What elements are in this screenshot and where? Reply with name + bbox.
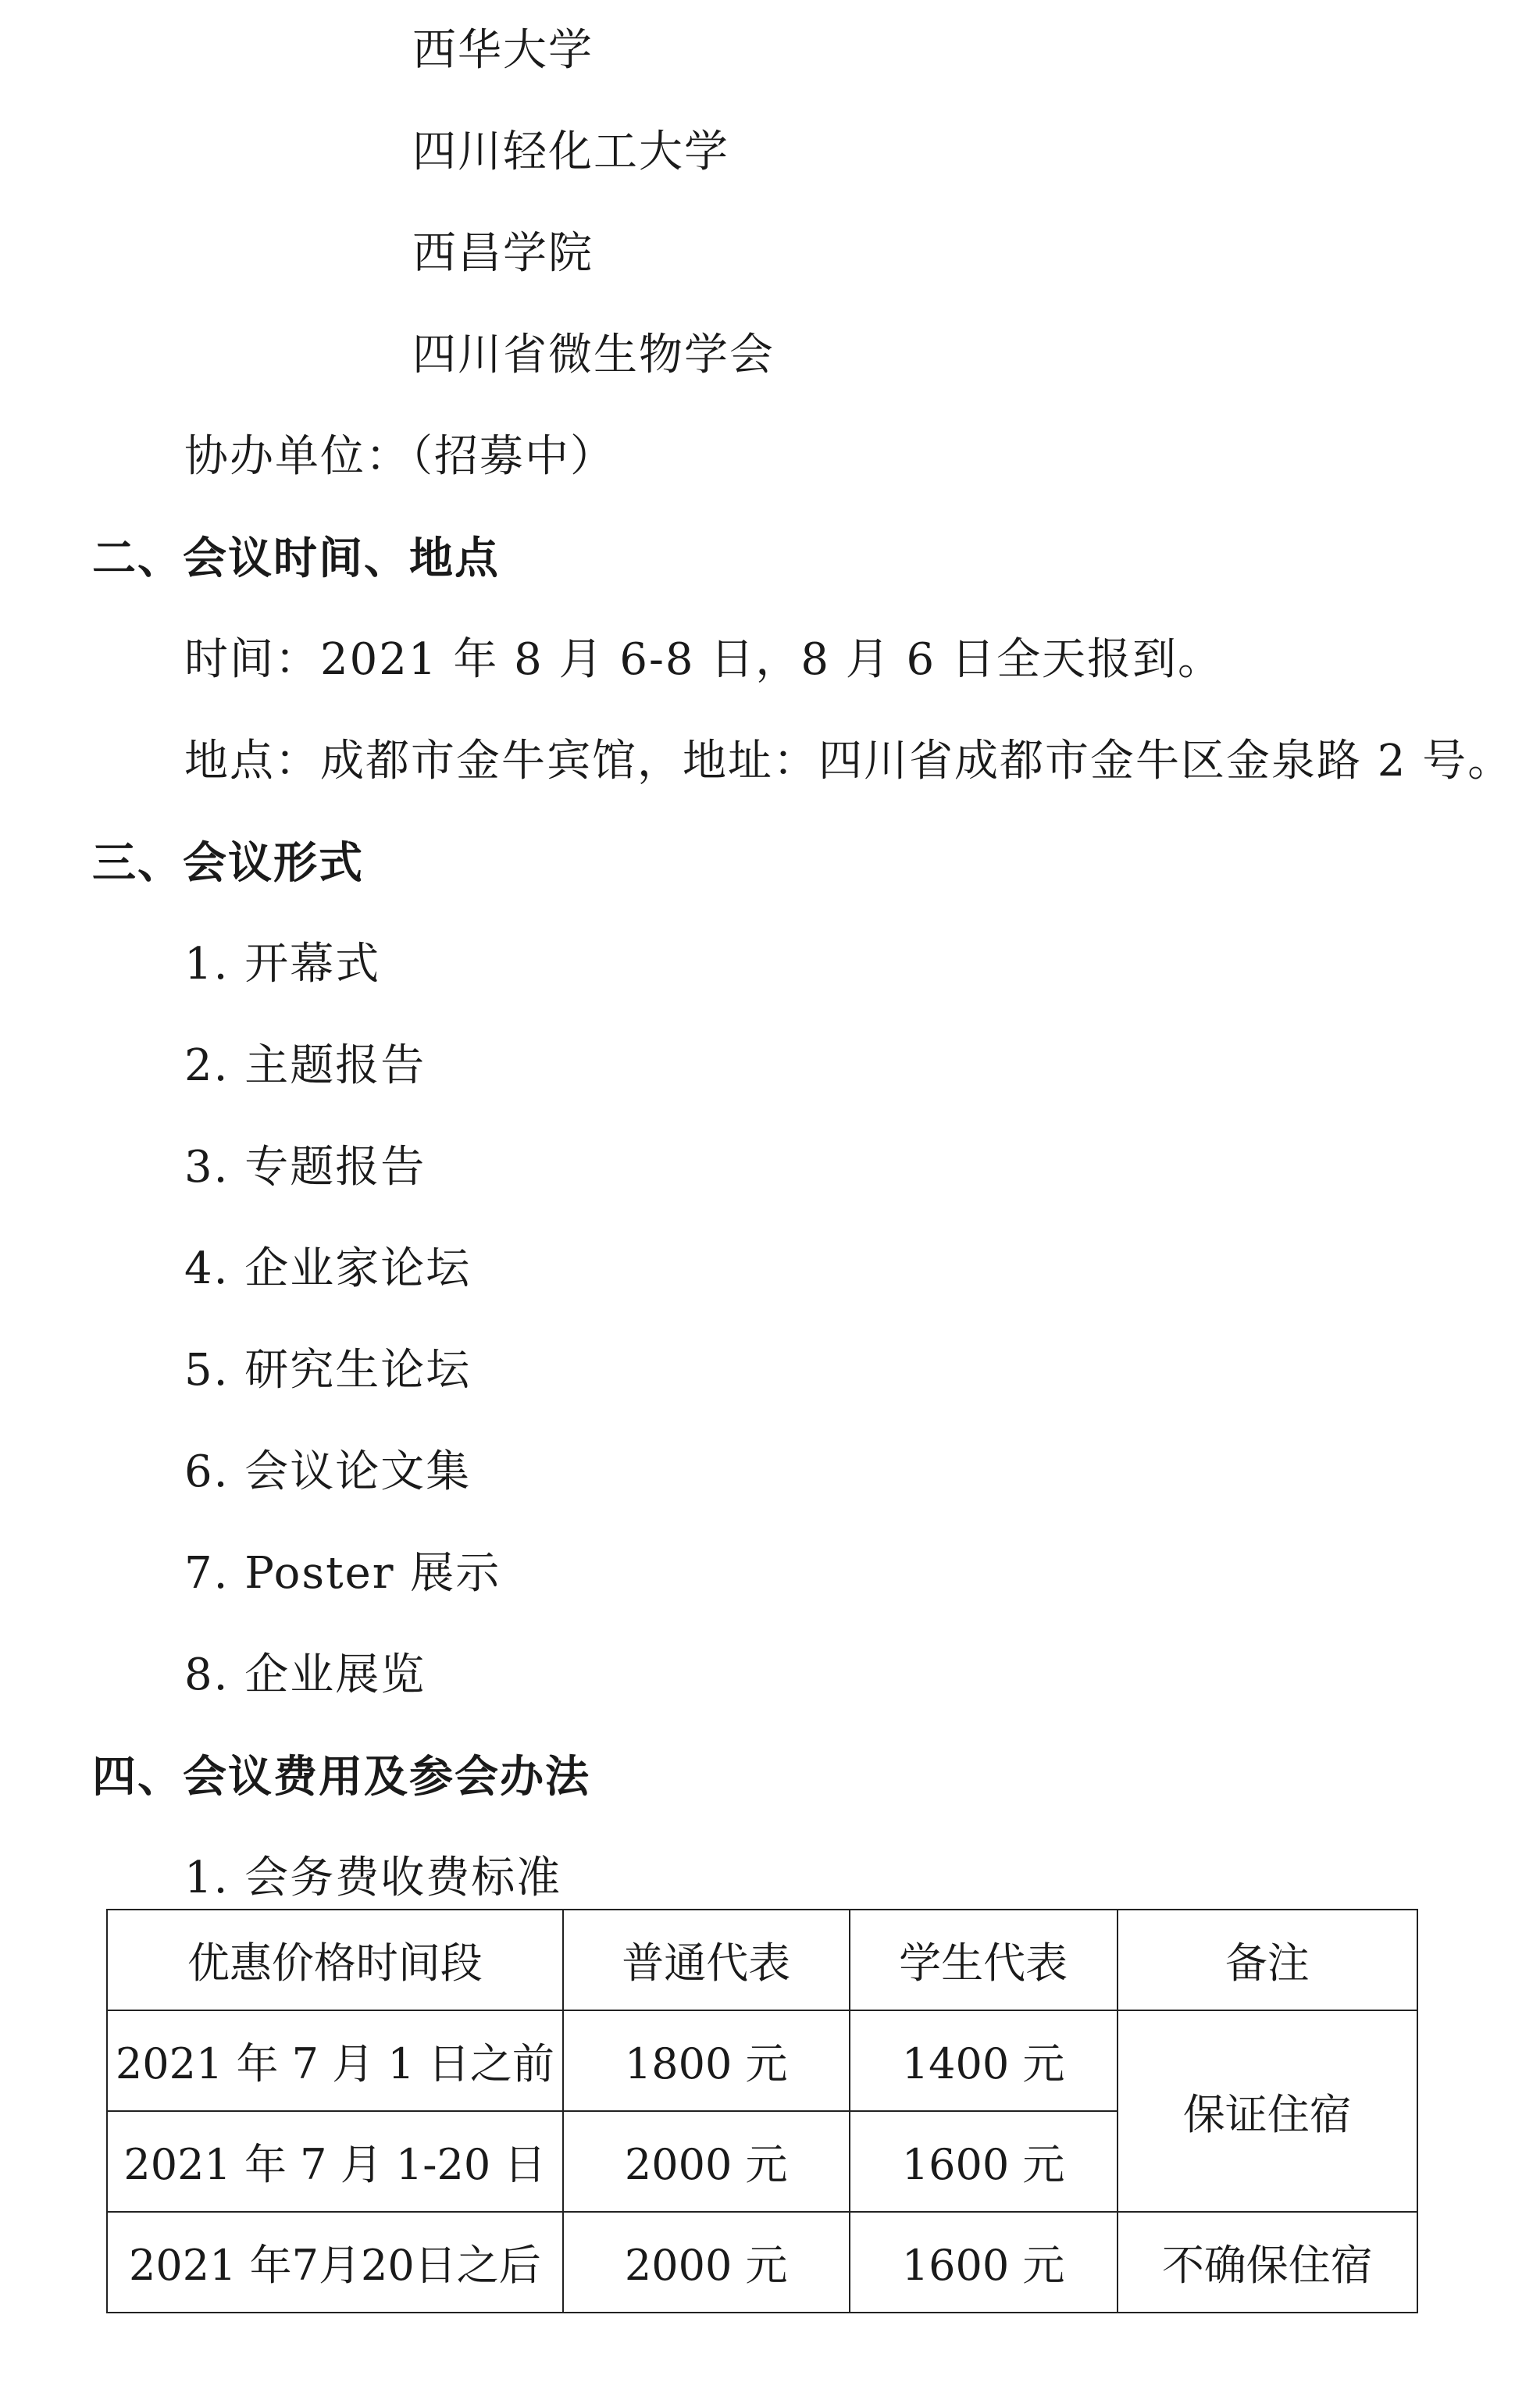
cell-student: 1600 元 — [850, 2212, 1118, 2313]
cell-period: 2021 年 7 月 1 日之前 — [107, 2010, 563, 2111]
section-heading-time-place: 二、会议时间、地点 — [92, 533, 500, 584]
cell-regular: 2000 元 — [563, 2212, 850, 2313]
format-item: 1. 开幕式 — [184, 939, 381, 990]
format-item: 4. 企业家论坛 — [184, 1243, 472, 1294]
cell-student: 1400 元 — [850, 2010, 1118, 2111]
cell-note-not-guaranteed: 不确保住宿 — [1118, 2212, 1417, 2313]
header-student: 学生代表 — [850, 1910, 1118, 2010]
format-item: 2. 主题报告 — [184, 1040, 426, 1091]
format-item: 3. 专题报告 — [184, 1142, 426, 1193]
section-heading-fees: 四、会议费用及参会办法 — [92, 1751, 590, 1803]
table-row — [107, 2212, 1417, 2313]
format-item: 5. 研究生论坛 — [184, 1345, 472, 1396]
section-heading-format: 三、会议形式 — [92, 837, 364, 889]
organizer-item: 四川省微生物学会 — [412, 330, 775, 380]
cell-period: 2021 年 7 月 1-20 日 — [107, 2111, 563, 2212]
meeting-place: 地点：成都市金牛宾馆，地址：四川省成都市金牛区金泉路 2 号。 — [184, 736, 1513, 786]
meeting-time: 时间：2021 年 8 月 6-8 日，8 月 6 日全天报到。 — [184, 634, 1223, 685]
cell-period: 2021 年7月20日之后 — [107, 2212, 563, 2313]
co-organizer: 协办单位：（招募中） — [184, 431, 615, 482]
format-item: 8. 企业展览 — [184, 1650, 426, 1700]
header-regular: 普通代表 — [563, 1910, 850, 2010]
format-item: 7. Poster 展示 — [184, 1548, 501, 1599]
table-row — [107, 2010, 1417, 2111]
header-note: 备注 — [1118, 1910, 1417, 2010]
organizer-item: 西昌学院 — [412, 228, 594, 279]
fee-standard-subheading: 1. 会务费收费标准 — [184, 1853, 562, 1903]
table-header-row — [107, 1910, 1417, 2010]
cell-regular: 1800 元 — [563, 2010, 850, 2111]
cell-regular: 2000 元 — [563, 2111, 850, 2212]
fee-table — [106, 1909, 1418, 2313]
cell-student: 1600 元 — [850, 2111, 1118, 2212]
format-item: 6. 会议论文集 — [184, 1446, 472, 1497]
organizer-item: 四川轻化工大学 — [412, 127, 729, 177]
cell-note-guaranteed: 保证住宿 — [1118, 2010, 1417, 2212]
header-period: 优惠价格时间段 — [107, 1910, 563, 2010]
organizer-item: 西华大学 — [412, 25, 594, 76]
